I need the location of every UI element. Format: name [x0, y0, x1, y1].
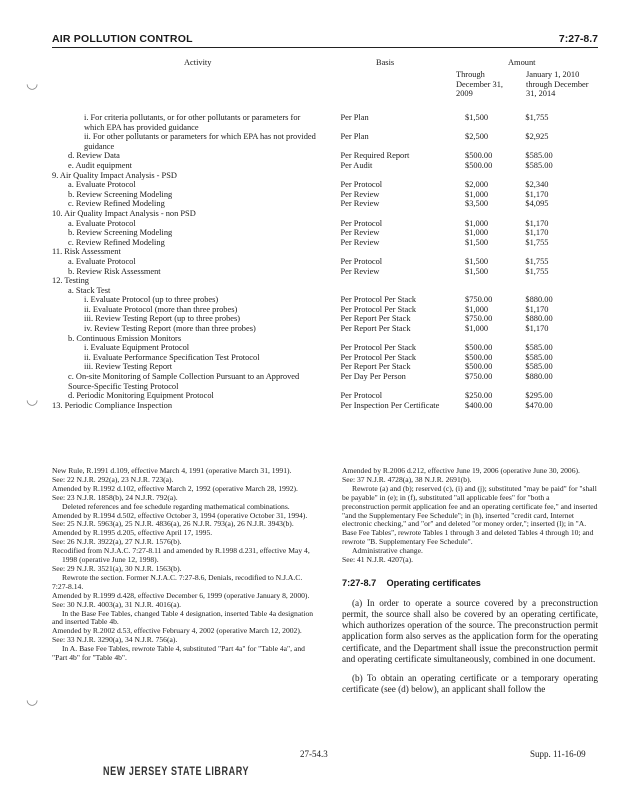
fee-through-2009: $750.00	[465, 314, 493, 324]
fee-row	[52, 238, 592, 248]
fee-through-2009: $250.00	[465, 391, 493, 401]
fee-through-2009: $500.00	[465, 160, 493, 170]
fee-2010-2014: $4,095	[525, 199, 549, 209]
fee-row	[52, 190, 592, 200]
fee-2010-2014: $1,755	[525, 113, 549, 122]
fee-row	[52, 228, 592, 238]
history-note: Amended by R.1992 d.102, effective March 2, 1992 (operative March 28, 1992).	[52, 483, 298, 493]
fee-activity: iv. Review Testing Report (more than three probes)	[84, 324, 256, 334]
fee-2010-2014: $2,340	[525, 180, 549, 190]
header-rule	[52, 47, 598, 48]
fee-2010-2014	[525, 247, 592, 257]
fee-activity: i. Evaluate Protocol (up to three probes)	[84, 295, 219, 305]
fee-through-2009: $1,000	[465, 218, 489, 228]
fee-activity: ii. Evaluate Performance Specification Test Protocol	[84, 352, 260, 362]
fee-activity: ii. For other pollutants or parameters for which EPA has not provided guidance	[84, 132, 316, 151]
fee-2010-2014: $585.00	[525, 151, 553, 161]
paragraph-a: (a) In order to operate a source covered by a preconstruction permit, the source shall also be covered by an operating certificate, which authorizes operation of the source. The preconstruction permit application form also serves as the application form for the operating certificate, and the Department shall issue the preconstruction permit and operating certificate simultaneously, combined in one document.	[342, 597, 598, 664]
fee-activity: 10. Air Quality Impact Analysis - non PSD	[52, 208, 196, 218]
fee-through-2009: $400.00	[465, 400, 493, 410]
fee-activity: i. For criteria pollutants, or for other pollutants or parameters for which EPA has provided guidance	[84, 113, 301, 132]
fee-2010-2014: $585.00	[525, 352, 553, 362]
section-number: 7:27-8.7	[558, 33, 598, 45]
fee-2010-2014: $1,755	[525, 266, 549, 276]
fee-row	[52, 180, 592, 190]
fee-through-2009: $1,000	[465, 189, 489, 199]
fee-activity: ii. Evaluate Protocol (more than three probes)	[84, 304, 238, 314]
fee-basis	[341, 247, 466, 257]
fee-row	[52, 151, 592, 161]
history-note: Rewrote (a) and (b); reserved (c), (i) and (j); substituted "may be paid" for "shall be payable" in (e); in (f), substituted "all applicable fees" for "both a preconstruction permit application fee and an operating certificate fee," and inserted "and the Supplementary Fee Schedule"; in (h), inserted "credit card, Internet electronic checking," and "or" and deleted "or money order,"; inserted (l); in "A. Base Fee Tables", rewrote Tables 1 through 3 and deleted Tables 4 through 10; and rewrote "B. Supplementary Fee Schedule".	[342, 483, 598, 547]
fee-basis: Per Protocol Per Stack	[340, 352, 417, 362]
history-note: See: 25 N.J.R. 5963(a), 25 N.J.R. 4836(a), 26 N.J.R. 793(a), 26 N.J.R. 3943(b).	[52, 519, 294, 529]
fee-row	[52, 209, 592, 219]
fee-row	[52, 219, 592, 229]
fee-2010-2014: $880.00	[525, 295, 553, 305]
fee-activity: c. Review Refined Modeling	[68, 237, 165, 247]
fee-row	[52, 401, 592, 411]
fee-2010-2014	[525, 286, 592, 296]
history-note: Rewrote the section. Former N.J.A.C. 7:27-8.6, Denials, recodified to N.J.A.C. 7:27-8.14.	[52, 572, 303, 591]
page-number: 27-54.3	[300, 749, 328, 759]
fee-row	[52, 324, 592, 334]
fee-2010-2014	[525, 276, 592, 286]
fee-2010-2014: $1,170	[525, 218, 549, 228]
history-note: Deleted references and fee schedule regarding mathematical combinations.	[62, 501, 290, 511]
column-header-through: Through December 31, 2009	[456, 70, 503, 99]
running-header	[52, 33, 598, 47]
history-note: See: 33 N.J.R. 3290(a), 34 N.J.R. 756(a).	[52, 635, 178, 645]
fee-basis	[341, 276, 466, 286]
fee-2010-2014: $585.00	[525, 160, 553, 170]
fee-basis: Per Review	[340, 199, 380, 209]
fee-activity: b. Review Risk Assessment	[68, 266, 161, 276]
fee-2010-2014: $1,170	[525, 189, 549, 199]
fee-basis: Per Required Report	[340, 151, 410, 161]
fee-2010-2014: $1,170	[525, 228, 549, 238]
fee-2010-2014: $585.00	[525, 362, 553, 372]
fee-2010-2014	[525, 334, 592, 344]
fee-basis: Per Protocol Per Stack	[340, 295, 417, 305]
fee-through-2009: $1,500	[465, 113, 489, 122]
column-header-basis: Basis	[376, 58, 395, 67]
fee-through-2009: $750.00	[465, 372, 493, 382]
fee-row	[52, 171, 592, 181]
fee-table	[52, 113, 592, 410]
fee-through-2009	[465, 209, 525, 219]
fee-through-2009	[465, 171, 525, 181]
fee-activity: a. Stack Test	[68, 285, 111, 295]
history-note: See: 41 N.J.R. 4207(a).	[342, 555, 414, 565]
history-note: In A. Base Fee Tables, rewrote Table 4, substituted "Part 4a" for "Table 4a", and "Part 4b" for "Table 4b".	[52, 644, 305, 663]
history-notes	[52, 467, 598, 747]
fee-activity: e. Audit equipment	[68, 160, 132, 170]
fee-basis: Per Plan	[340, 132, 369, 142]
supplement-date: Supp. 11-16-09	[530, 749, 586, 759]
fee-row	[52, 257, 592, 267]
chapter-title: AIR POLLUTION CONTROL	[52, 33, 193, 45]
fee-basis: Per Report Per Stack	[340, 324, 411, 334]
fee-row	[52, 362, 592, 372]
fee-2010-2014	[525, 171, 592, 181]
fee-activity: a. Evaluate Protocol	[68, 256, 136, 266]
section-heading-title: Operating certificates	[386, 577, 481, 588]
fee-row	[52, 391, 592, 401]
fee-basis: Per Protocol	[340, 256, 383, 266]
fee-basis: Per Review	[340, 228, 380, 238]
history-note: Amended by R.1999 d.428, effective December 6, 1999 (operative January 8, 2000).	[52, 590, 310, 600]
fee-2010-2014: $1,170	[525, 304, 549, 314]
history-note: See: 30 N.J.R. 4003(a), 31 N.J.R. 4016(a).	[52, 599, 182, 609]
fee-activity: iii. Review Testing Report (up to three probes)	[84, 314, 241, 324]
fee-row	[52, 372, 592, 391]
history-right-column	[342, 467, 598, 704]
library-stamp: NEW JERSEY STATE LIBRARY	[103, 764, 250, 778]
fee-activity: a. Evaluate Protocol	[68, 180, 136, 190]
fee-basis: Per Day Per Person	[340, 372, 406, 382]
fee-through-2009: $500.00	[465, 151, 493, 161]
fee-basis	[341, 171, 466, 181]
fee-row	[52, 113, 592, 132]
fee-row	[52, 199, 592, 209]
fee-2010-2014: $1,170	[525, 324, 549, 334]
fee-row	[52, 314, 592, 324]
history-note: Amended by R.2002 d.53, effective February 4, 2002 (operative March 12, 2002).	[52, 626, 302, 636]
fee-row	[52, 132, 592, 151]
binder-hole-mark: ◡	[26, 393, 39, 408]
fee-through-2009: $1,500	[465, 266, 489, 276]
fee-basis: Per Review	[340, 237, 380, 247]
fee-basis: Per Protocol Per Stack	[340, 343, 417, 353]
fee-activity: a. Evaluate Protocol	[68, 218, 136, 228]
fee-row	[52, 286, 592, 296]
fee-row	[52, 305, 592, 315]
fee-activity: d. Review Data	[68, 151, 120, 161]
fee-through-2009: $1,000	[465, 228, 489, 238]
fee-through-2009: $3,500	[465, 199, 489, 209]
fee-through-2009: $500.00	[465, 362, 493, 372]
fee-row	[52, 276, 592, 286]
fee-activity: d. Periodic Monitoring Equipment Protocol	[68, 391, 214, 401]
fee-basis: Per Review	[340, 266, 380, 276]
fee-basis: Per Audit	[340, 160, 373, 170]
fee-2010-2014: $1,755	[525, 256, 549, 266]
fee-basis: Per Protocol	[340, 218, 383, 228]
column-header-amount: Amount	[508, 58, 536, 67]
fee-activity: 13. Periodic Compliance Inspection	[52, 400, 173, 410]
history-note: Amended by R.2006 d.212, effective June 19, 2006 (operative June 30, 2006).	[342, 466, 580, 475]
fee-through-2009	[465, 286, 525, 296]
fee-basis: Per Protocol	[340, 391, 383, 401]
fee-row	[52, 343, 592, 353]
fee-activity: i. Evaluate Equipment Protocol	[84, 343, 190, 353]
fee-through-2009: $500.00	[465, 343, 493, 353]
fee-row	[52, 161, 592, 171]
fee-activity: 11. Risk Assessment	[52, 247, 121, 257]
fee-through-2009: $2,500	[465, 132, 489, 142]
fee-through-2009	[465, 247, 525, 257]
fee-2010-2014: $1,755	[525, 237, 549, 247]
history-note: Amended by R.1994 d.502, effective October 3, 1994 (operative October 31, 1994).	[52, 510, 308, 520]
fee-basis	[341, 286, 466, 296]
fee-row	[52, 267, 592, 277]
fee-activity: 12. Testing	[52, 276, 89, 286]
history-note: See: 22 N.J.R. 292(a), 23 N.J.R. 723(a).	[52, 474, 174, 484]
fee-row	[52, 295, 592, 305]
paragraph-b: (b) To obtain an operating certificate or a temporary operating certificate (see (d) below), an applicant shall follow the	[342, 673, 598, 695]
fee-2010-2014: $880.00	[525, 314, 553, 324]
history-note: See: 23 N.J.R. 1858(b), 24 N.J.R. 792(a).	[52, 492, 178, 502]
fee-2010-2014: $2,925	[525, 132, 549, 142]
history-note: See: 26 N.J.R. 3922(a), 27 N.J.R. 1576(b).	[52, 537, 182, 547]
history-note: Recodified from N.J.A.C. 7:27-8.11 and amended by R.1998 d.231, effective May 4, 1998 (operative June 12, 1998).	[52, 546, 310, 565]
fee-basis: Per Report Per Stack	[340, 314, 411, 324]
fee-row	[52, 247, 592, 257]
fee-through-2009: $1,000	[465, 324, 489, 334]
history-note: See: 29 N.J.R. 3521(a), 30 N.J.R. 1563(b).	[52, 563, 182, 573]
fee-activity: c. On-site Monitoring of Sample Collection Pursuant to an Approved Source-Specific Testing Protocol	[68, 372, 300, 391]
column-header-january: January 1, 2010 through December 31, 2014	[526, 70, 589, 99]
binder-hole-mark: ◡	[26, 693, 39, 708]
fee-basis	[341, 334, 466, 344]
fee-through-2009: $1,500	[465, 237, 489, 247]
history-note: In the Base Fee Tables, changed Table 4 designation, inserted Table 4a designation and inserted Table 4b.	[52, 608, 314, 627]
fee-through-2009	[465, 276, 525, 286]
history-note: Amended by R.1995 d.205, effective April 17, 1995.	[52, 528, 213, 538]
history-note: Administrative change.	[352, 546, 423, 556]
fee-through-2009: $750.00	[465, 295, 493, 305]
fee-through-2009: $1,500	[465, 256, 489, 266]
fee-row	[52, 353, 592, 363]
fee-through-2009: $500.00	[465, 352, 493, 362]
fee-basis: Per Protocol Per Stack	[340, 304, 417, 314]
fee-row	[52, 334, 592, 344]
fee-through-2009: $2,000	[465, 180, 489, 190]
fee-basis: Per Protocol	[340, 180, 383, 190]
section-heading	[342, 579, 598, 588]
fee-basis	[341, 209, 466, 219]
fee-basis: Per Plan	[340, 113, 369, 122]
binder-hole-mark: ◡	[26, 77, 39, 92]
fee-2010-2014: $470.00	[525, 400, 553, 410]
history-note: See: 37 N.J.R. 4728(a), 38 N.J.R. 2691(b).	[342, 474, 472, 484]
fee-activity: c. Review Refined Modeling	[68, 199, 165, 209]
fee-basis: Per Inspection Per Certificate	[340, 400, 440, 410]
fee-through-2009	[465, 334, 525, 344]
column-header-activity: Activity	[184, 58, 212, 67]
history-left-column	[52, 467, 317, 663]
fee-2010-2014: $880.00	[525, 372, 553, 382]
fee-basis: Per Review	[340, 189, 380, 199]
fee-2010-2014: $295.00	[525, 391, 553, 401]
section-heading-number: 7:27-8.7	[342, 577, 377, 588]
fee-activity: iii. Review Testing Report	[84, 362, 173, 372]
history-note: New Rule, R.1991 d.109, effective March 4, 1991 (operative March 31, 1991).	[52, 466, 292, 475]
fee-activity: b. Continuous Emission Monitors	[68, 333, 182, 343]
fee-activity: b. Review Screening Modeling	[68, 189, 173, 199]
fee-2010-2014: $585.00	[525, 343, 553, 353]
fee-basis: Per Report Per Stack	[340, 362, 411, 372]
fee-through-2009: $1,000	[465, 304, 489, 314]
fee-activity: b. Review Screening Modeling	[68, 228, 173, 238]
fee-activity: 9. Air Quality Impact Analysis - PSD	[52, 170, 177, 180]
fee-2010-2014	[525, 209, 592, 219]
